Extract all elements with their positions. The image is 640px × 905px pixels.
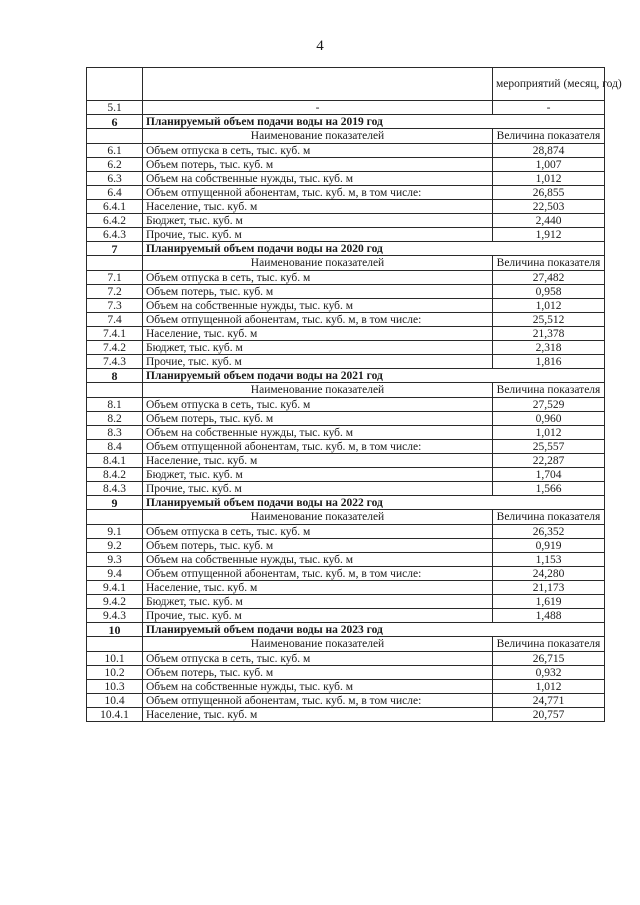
table-row bbox=[87, 440, 605, 454]
row-number: 7.4 bbox=[87, 313, 143, 327]
row-number: 6.4 bbox=[87, 186, 143, 200]
column-header-row bbox=[87, 510, 605, 525]
section-title: Планируемый объем подачи воды на 2020 год bbox=[143, 242, 605, 256]
top-num-cell bbox=[87, 68, 143, 101]
row-name: Объем отпущенной абонентам, тыс. куб. м, в том числе: bbox=[143, 694, 493, 708]
row-number: 7.4.1 bbox=[87, 327, 143, 341]
table-row bbox=[87, 355, 605, 369]
page-number: 4 bbox=[316, 38, 324, 54]
table-row bbox=[87, 525, 605, 539]
row-number: 8.4.1 bbox=[87, 454, 143, 468]
table-row bbox=[87, 652, 605, 666]
row-number: 9.4.3 bbox=[87, 609, 143, 623]
header-num-cell bbox=[87, 256, 143, 271]
row-value: 20,757 bbox=[493, 708, 605, 722]
table-row bbox=[87, 299, 605, 313]
row-name: Объем на собственные нужды, тыс. куб. м bbox=[143, 553, 493, 567]
row-number: 8.1 bbox=[87, 398, 143, 412]
section-title-row bbox=[87, 115, 605, 129]
row-value: 24,771 bbox=[493, 694, 605, 708]
row-value: 0,919 bbox=[493, 539, 605, 553]
row-name: Объем отпущенной абонентам, тыс. куб. м, в том числе: bbox=[143, 186, 493, 200]
table-row bbox=[87, 327, 605, 341]
column-header-row bbox=[87, 129, 605, 144]
row-name: Бюджет, тыс. куб. м bbox=[143, 214, 493, 228]
table-row bbox=[87, 539, 605, 553]
row-value: 25,557 bbox=[493, 440, 605, 454]
row-number: 7.3 bbox=[87, 299, 143, 313]
top-value-label: мероприятий (месяц, год) bbox=[493, 68, 605, 101]
header-num-cell bbox=[87, 129, 143, 144]
header-name: Наименование показателей bbox=[143, 129, 493, 144]
section-title-row bbox=[87, 496, 605, 510]
row-name: Объем на собственные нужды, тыс. куб. м bbox=[143, 172, 493, 186]
row-value: 2,318 bbox=[493, 341, 605, 355]
row-number: 5.1 bbox=[87, 101, 143, 115]
header-value: Величина показателя bbox=[493, 383, 605, 398]
row-name: Объем отпуска в сеть, тыс. куб. м bbox=[143, 144, 493, 158]
row-name: Прочие, тыс. куб. м bbox=[143, 609, 493, 623]
header-value: Величина показателя bbox=[493, 256, 605, 271]
row-value: 1,012 bbox=[493, 172, 605, 186]
table-row bbox=[87, 412, 605, 426]
table-row bbox=[87, 595, 605, 609]
row-name: Объем отпуска в сеть, тыс. куб. м bbox=[143, 525, 493, 539]
row-name: Бюджет, тыс. куб. м bbox=[143, 341, 493, 355]
row-value: 28,874 bbox=[493, 144, 605, 158]
row-value: 1,012 bbox=[493, 680, 605, 694]
row-number: 6.2 bbox=[87, 158, 143, 172]
top-name-cell bbox=[143, 68, 493, 101]
table-body bbox=[87, 68, 622, 722]
row-value: 26,715 bbox=[493, 652, 605, 666]
section-title: Планируемый объем подачи воды на 2023 год bbox=[143, 623, 605, 637]
row-name: Бюджет, тыс. куб. м bbox=[143, 468, 493, 482]
row-number: 10.3 bbox=[87, 680, 143, 694]
row-value: 1,488 bbox=[493, 609, 605, 623]
section-title: Планируемый объем подачи воды на 2019 год bbox=[143, 115, 605, 129]
row-name: Население, тыс. куб. м bbox=[143, 327, 493, 341]
row-value: 0,932 bbox=[493, 666, 605, 680]
section-number: 10 bbox=[87, 623, 143, 637]
section-title: Планируемый объем подачи воды на 2022 год bbox=[143, 496, 605, 510]
header-name: Наименование показателей bbox=[143, 510, 493, 525]
continued-header-row bbox=[87, 68, 605, 101]
row-number: 8.3 bbox=[87, 426, 143, 440]
section-title-row bbox=[87, 242, 605, 256]
section-title-row bbox=[87, 623, 605, 637]
row-value: 1,153 bbox=[493, 553, 605, 567]
table-row bbox=[87, 666, 605, 680]
row-value: 0,958 bbox=[493, 285, 605, 299]
row-name: - bbox=[143, 101, 493, 115]
row-name: Население, тыс. куб. м bbox=[143, 581, 493, 595]
table-row bbox=[87, 553, 605, 567]
row-name: Объем потерь, тыс. куб. м bbox=[143, 285, 493, 299]
header-value: Величина показателя bbox=[493, 129, 605, 144]
row-name: Объем отпуска в сеть, тыс. куб. м bbox=[143, 652, 493, 666]
row-value: 25,512 bbox=[493, 313, 605, 327]
row-number: 8.4.2 bbox=[87, 468, 143, 482]
row-name: Объем на собственные нужды, тыс. куб. м bbox=[143, 299, 493, 313]
table-row bbox=[87, 398, 605, 412]
table-row bbox=[87, 214, 605, 228]
row-number: 8.2 bbox=[87, 412, 143, 426]
table-row bbox=[87, 186, 605, 200]
table-row bbox=[87, 228, 605, 242]
row-name: Бюджет, тыс. куб. м bbox=[143, 595, 493, 609]
row-name: Объем на собственные нужды, тыс. куб. м bbox=[143, 680, 493, 694]
row-value: 1,566 bbox=[493, 482, 605, 496]
row-number: 9.4.1 bbox=[87, 581, 143, 595]
row-value: 22,287 bbox=[493, 454, 605, 468]
table-row bbox=[87, 341, 605, 355]
row-value: 1,816 bbox=[493, 355, 605, 369]
row-number: 6.4.2 bbox=[87, 214, 143, 228]
header-name: Наименование показателей bbox=[143, 256, 493, 271]
column-header-row bbox=[87, 383, 605, 398]
row-name: Прочие, тыс. куб. м bbox=[143, 355, 493, 369]
row-name: Население, тыс. куб. м bbox=[143, 454, 493, 468]
row-number: 6.4.1 bbox=[87, 200, 143, 214]
row-name: Объем отпуска в сеть, тыс. куб. м bbox=[143, 398, 493, 412]
row-value: 27,529 bbox=[493, 398, 605, 412]
row-name: Прочие, тыс. куб. м bbox=[143, 482, 493, 496]
row-number: 8.4.3 bbox=[87, 482, 143, 496]
section-number: 6 bbox=[87, 115, 143, 129]
row-value: 26,855 bbox=[493, 186, 605, 200]
row-number: 7.1 bbox=[87, 271, 143, 285]
section-number: 7 bbox=[87, 242, 143, 256]
row-number: 8.4 bbox=[87, 440, 143, 454]
row-number: 10.4.1 bbox=[87, 708, 143, 722]
row-number: 10.2 bbox=[87, 666, 143, 680]
row-value: 27,482 bbox=[493, 271, 605, 285]
row-number: 9.1 bbox=[87, 525, 143, 539]
table-row bbox=[87, 271, 605, 285]
row-name: Объем отпущенной абонентам, тыс. куб. м, в том числе: bbox=[143, 567, 493, 581]
section-title-row bbox=[87, 369, 605, 383]
row-name: Объем отпуска в сеть, тыс. куб. м bbox=[143, 271, 493, 285]
row-value: 1,012 bbox=[493, 299, 605, 313]
row-number: 10.1 bbox=[87, 652, 143, 666]
table-row bbox=[87, 285, 605, 299]
table-row bbox=[87, 158, 605, 172]
row-value: 1,012 bbox=[493, 426, 605, 440]
row-value: - bbox=[493, 101, 605, 115]
row-number: 9.2 bbox=[87, 539, 143, 553]
header-num-cell bbox=[87, 510, 143, 525]
row-value: 22,503 bbox=[493, 200, 605, 214]
column-header-row bbox=[87, 256, 605, 271]
row-name: Объем на собственные нужды, тыс. куб. м bbox=[143, 426, 493, 440]
table-row bbox=[87, 454, 605, 468]
row-number: 6.4.3 bbox=[87, 228, 143, 242]
row-name: Объем потерь, тыс. куб. м bbox=[143, 158, 493, 172]
row-name: Объем потерь, тыс. куб. м bbox=[143, 412, 493, 426]
row-value: 1,912 bbox=[493, 228, 605, 242]
header-value: Величина показателя bbox=[493, 510, 605, 525]
row-number: 9.3 bbox=[87, 553, 143, 567]
table-row bbox=[87, 581, 605, 595]
table-row bbox=[87, 567, 605, 581]
row-value: 1,007 bbox=[493, 158, 605, 172]
table-row bbox=[87, 468, 605, 482]
header-value: Величина показателя bbox=[493, 637, 605, 652]
table-row bbox=[87, 426, 605, 440]
table-row bbox=[87, 609, 605, 623]
row-value: 21,378 bbox=[493, 327, 605, 341]
row-name: Объем потерь, тыс. куб. м bbox=[143, 666, 493, 680]
row-value: 24,280 bbox=[493, 567, 605, 581]
table-row bbox=[87, 708, 605, 722]
section-title: Планируемый объем подачи воды на 2021 год bbox=[143, 369, 605, 383]
water-supply-table bbox=[86, 67, 622, 722]
row-name: Объем отпущенной абонентам, тыс. куб. м, в том числе: bbox=[143, 440, 493, 454]
row-name: Объем потерь, тыс. куб. м bbox=[143, 539, 493, 553]
header-name: Наименование показателей bbox=[143, 637, 493, 652]
row-name: Прочие, тыс. куб. м bbox=[143, 228, 493, 242]
header-num-cell bbox=[87, 637, 143, 652]
row-name: Население, тыс. куб. м bbox=[143, 708, 493, 722]
table-row bbox=[87, 101, 605, 115]
header-name: Наименование показателей bbox=[143, 383, 493, 398]
table-row bbox=[87, 313, 605, 327]
table-row bbox=[87, 144, 605, 158]
row-value: 1,704 bbox=[493, 468, 605, 482]
column-header-row bbox=[87, 637, 605, 652]
header-num-cell bbox=[87, 383, 143, 398]
table-row bbox=[87, 680, 605, 694]
row-number: 6.3 bbox=[87, 172, 143, 186]
section-number: 8 bbox=[87, 369, 143, 383]
row-value: 1,619 bbox=[493, 595, 605, 609]
row-name: Объем отпущенной абонентам, тыс. куб. м, в том числе: bbox=[143, 313, 493, 327]
row-number: 6.1 bbox=[87, 144, 143, 158]
table-row bbox=[87, 200, 605, 214]
row-number: 9.4 bbox=[87, 567, 143, 581]
table-row bbox=[87, 172, 605, 186]
row-number: 7.2 bbox=[87, 285, 143, 299]
table-row bbox=[87, 694, 605, 708]
row-number: 9.4.2 bbox=[87, 595, 143, 609]
row-value: 2,440 bbox=[493, 214, 605, 228]
table-row bbox=[87, 482, 605, 496]
row-number: 7.4.2 bbox=[87, 341, 143, 355]
row-value: 21,173 bbox=[493, 581, 605, 595]
row-number: 10.4 bbox=[87, 694, 143, 708]
row-number: 7.4.3 bbox=[87, 355, 143, 369]
section-number: 9 bbox=[87, 496, 143, 510]
row-value: 0,960 bbox=[493, 412, 605, 426]
row-value: 26,352 bbox=[493, 525, 605, 539]
row-name: Население, тыс. куб. м bbox=[143, 200, 493, 214]
